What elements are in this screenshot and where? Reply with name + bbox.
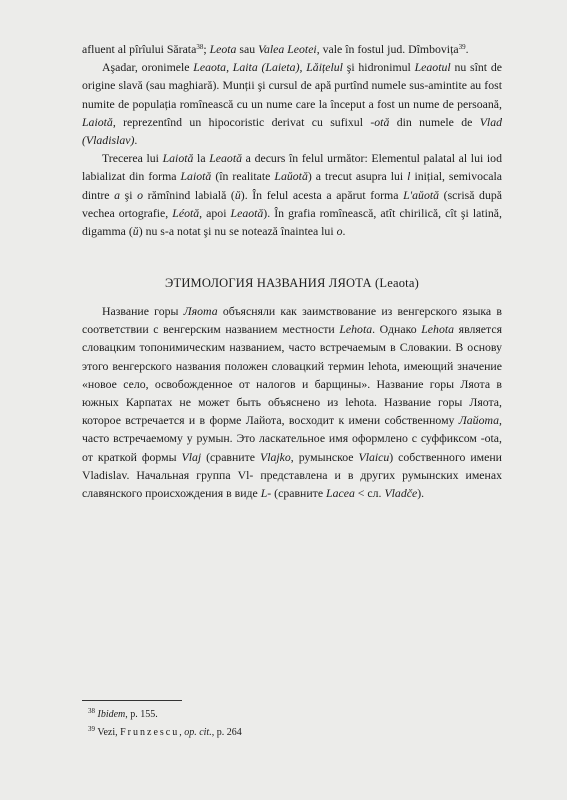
text: ; bbox=[203, 42, 210, 56]
italic-term: Vlaicu bbox=[358, 449, 390, 464]
italic-term: Ляота bbox=[183, 304, 218, 318]
text: Название горы bbox=[102, 304, 184, 318]
footnote-39 bbox=[82, 725, 502, 741]
text: sau bbox=[236, 42, 259, 56]
footnote-text: Vezi, bbox=[97, 727, 121, 738]
footnote-ref-38: 38 bbox=[196, 43, 204, 51]
italic-term: Leaotă bbox=[209, 151, 243, 166]
text: la bbox=[193, 151, 210, 166]
text: ) собственного имени Vladislav. Начальная группа Vl- представлена и в других румынских именах славянского происхождения в виде bbox=[82, 449, 502, 501]
italic-term: Laiotă bbox=[162, 151, 194, 166]
text: (сравните bbox=[201, 449, 260, 464]
text: şi bbox=[120, 187, 138, 202]
russian-text bbox=[82, 302, 502, 502]
heading-subtitle: (Leaota) bbox=[375, 276, 419, 290]
text: < сл. bbox=[354, 486, 385, 501]
text: Aşadar, oronimele bbox=[102, 60, 194, 75]
footnote-38 bbox=[82, 707, 502, 723]
italic-term: -otă bbox=[370, 114, 390, 129]
italic-term: Laŭotă bbox=[274, 169, 308, 184]
footnote-text: , p. 155. bbox=[125, 709, 158, 720]
text: является словацким топонимическим названием, часто встречаемым в Словакии. В основу этого венгерского названия положен словацкий термин lehota, имеющий значение «новое село, освобожденное от налогов и барщины». Название горы Ляота в южных Карпатах не может быть объяснено из lehota. Название горы Ляота, которое встречается и в форме Лайота, восходит к имени собственному bbox=[82, 322, 502, 428]
text: a decurs în felul următor: Elementul palatal al lui iod labializat din forma bbox=[82, 151, 502, 184]
footnote-divider bbox=[82, 700, 182, 701]
text: ). În grafia romînească, atît chirilică, cît şi latină, digamma ( bbox=[82, 205, 502, 239]
italic-term: o bbox=[137, 187, 144, 202]
text: afluent al pîrîului Sărata bbox=[82, 42, 197, 56]
paragraph-2 bbox=[82, 58, 502, 149]
italic-term: Лайота bbox=[458, 413, 500, 428]
italic-term: L'aŭotă bbox=[403, 187, 440, 202]
italic-term: a bbox=[114, 187, 121, 202]
text: ). bbox=[417, 486, 425, 501]
text: . bbox=[134, 133, 138, 148]
text: inițial, semivocala dintre bbox=[82, 169, 502, 202]
section-heading bbox=[82, 276, 502, 291]
text: rămînind labială ( bbox=[143, 187, 235, 202]
text: объясняли как заимствование из венгерского языка в соответствии с венгерским названием местности bbox=[82, 304, 502, 337]
text: Trecerea lui bbox=[102, 151, 163, 166]
italic-term: Léotă bbox=[172, 205, 200, 220]
text: nu sînt de origine slavă (sau maghiară). Munții şi cursul de apă purtînd numele sus-amintite au fost numite de populația romînească cu un nume care la început a fost un nume de persoană, bbox=[82, 60, 503, 111]
footnote-number: 39 bbox=[88, 725, 95, 733]
italic-term: Vlaj bbox=[181, 449, 202, 464]
italic-term: Valea Leotei bbox=[258, 42, 317, 56]
text: (сравните bbox=[271, 486, 327, 501]
italic-term: Leaotul bbox=[414, 60, 451, 75]
footnote-text: , p. 264 bbox=[211, 727, 242, 738]
italic-term: Laiotă bbox=[82, 114, 113, 129]
romanian-text bbox=[82, 40, 502, 240]
heading-title: ЭТИМОЛОГИЯ НАЗВАНИЯ ЛЯОТА bbox=[165, 276, 372, 290]
italic-term: o bbox=[336, 224, 343, 239]
italic-term: ŭ bbox=[132, 224, 139, 239]
footnote-italic: Ibidem bbox=[97, 709, 126, 720]
text: ). În felul acesta a apărut forma bbox=[240, 187, 404, 202]
text: . bbox=[465, 42, 469, 56]
paragraph-1 bbox=[82, 40, 502, 58]
text: ) a trecut asupra lui bbox=[307, 169, 408, 184]
footnote-ref-39: 39 bbox=[458, 43, 466, 51]
italic-term: Leota bbox=[209, 42, 237, 56]
italic-term: Vlad (Vladislav) bbox=[82, 114, 502, 148]
text: , reprezentînd un hipocoristic derivat cu sufixul bbox=[112, 114, 371, 129]
italic-term: Vladče bbox=[384, 486, 418, 501]
italic-term: Leaotă bbox=[230, 205, 264, 220]
footnote-italic: op. cit. bbox=[184, 727, 212, 738]
footnote-number: 38 bbox=[88, 707, 95, 715]
text: şi hidronimul bbox=[342, 60, 415, 75]
text: . bbox=[342, 224, 346, 239]
text: , часто встречаемому у румын. Это ласкательное имя оформлено с суффиксом -ota, от краткой формы bbox=[82, 413, 502, 464]
text: , румынское bbox=[290, 449, 359, 464]
text: din numele de bbox=[389, 114, 480, 129]
paragraph-3 bbox=[82, 149, 502, 240]
italic-term: Vlajko bbox=[259, 449, 291, 464]
italic-term: Lehota bbox=[339, 322, 373, 337]
footnote-text: , bbox=[179, 727, 185, 738]
italic-term: Laiotă bbox=[180, 169, 212, 184]
text: (scrisă după vechea ortografie, bbox=[82, 187, 502, 220]
text: , apoi bbox=[199, 205, 231, 220]
russian-paragraph bbox=[82, 302, 502, 502]
footnote-author: Frunzescu bbox=[120, 727, 180, 738]
footnotes bbox=[82, 707, 502, 743]
text: . Однако bbox=[372, 322, 422, 337]
text: (în realitate bbox=[211, 169, 275, 184]
italic-term: ŭ bbox=[234, 187, 241, 202]
text: ) nu s-a notat şi nu se notează înaintea lui bbox=[138, 224, 337, 239]
italic-term: L- bbox=[260, 486, 272, 501]
italic-term: Leaota, Laita (Laieta), Lăițelul bbox=[193, 60, 343, 75]
italic-term: l bbox=[407, 169, 411, 184]
italic-term: Lacea bbox=[326, 486, 355, 501]
italic-term: Lehota bbox=[421, 322, 455, 337]
text: , vale în fostul jud. Dîmbovița bbox=[316, 42, 459, 56]
